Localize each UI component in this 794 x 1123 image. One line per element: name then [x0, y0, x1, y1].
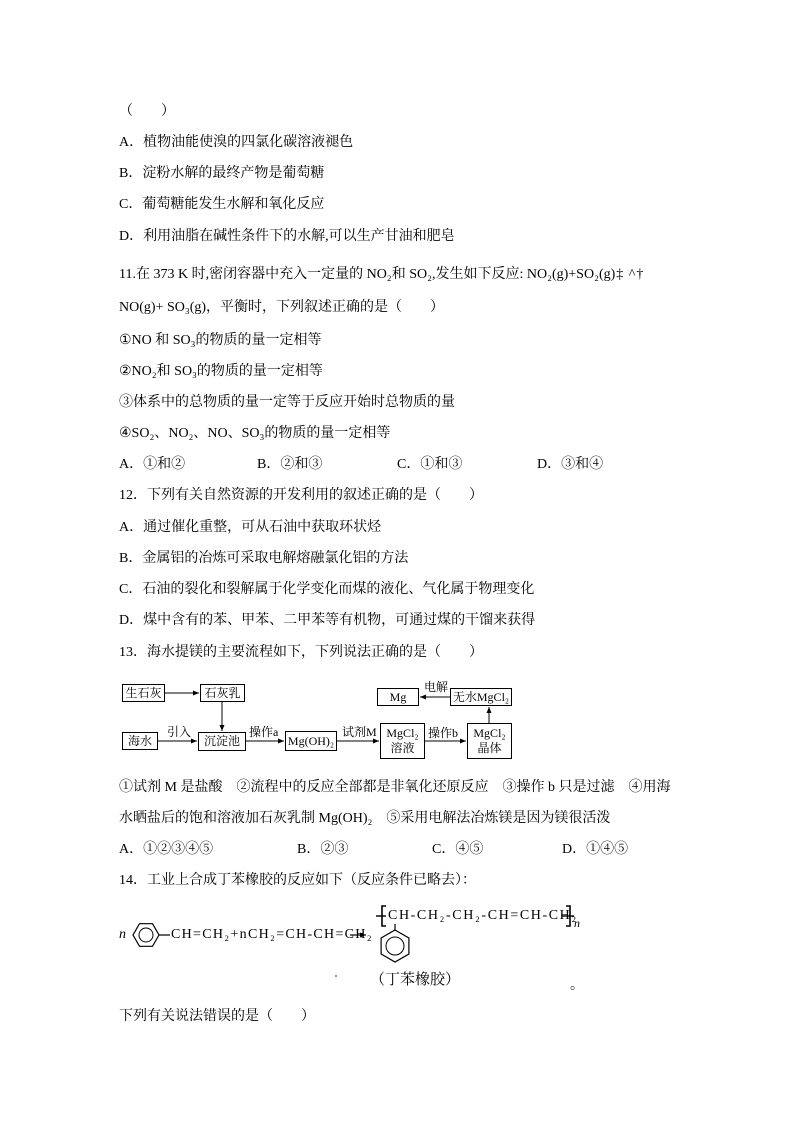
seawater-box [122, 732, 158, 750]
q13-option-d: D．①④⑤ [562, 842, 629, 857]
equilibrium-arrow-glyphs: ‡ ^† [616, 267, 645, 282]
quicklime-label: 生石灰 [125, 685, 162, 700]
q11-statement-3: ③体系中的总物质的量一定等于反应开始时总物质的量 [119, 395, 455, 410]
reactant-benzene-inner-circle [139, 928, 153, 942]
q11-statement-4: ④SO₂、NO₂、NO、SO₃的物质的量一定相等 [119, 426, 391, 441]
q13-statements-line2: 水晒盐后的饱和溶液加石灰乳制 Mg(OH)₂ ⑤采用电解法冶炼镁是因为镁很活泼 [119, 811, 611, 826]
q10-option-a: A．植物油能使溴的四氯化碳溶液褪色 [119, 135, 354, 150]
q11-stem-text: 11.在 373 K 时,密闭容器中充入一定量的 NO₂和 SO₂,发生如下反应: NO₂(g)+SO₂(g) [119, 267, 616, 282]
q13-option-b: B．②③ [297, 842, 349, 857]
q11-option-d: D．③和④ [537, 457, 604, 472]
anhydrous-mgcl2-box [450, 688, 512, 706]
mgcl2-crystal-formula: MgCl₂ [473, 726, 506, 740]
q12-option-c: C．石油的裂化和裂解属于化学变化而煤的液化、气化属于物理变化 [119, 582, 535, 597]
trailing-period: 。 [570, 978, 586, 993]
q13-option-c: C．④⑤ [432, 842, 484, 857]
q14-follow-up: 下列有关说法错误的是（ ） [119, 1009, 315, 1024]
magnesium-label: Mg [389, 689, 407, 704]
q11-stem-line2: NO(g)+ SO₃(g)，平衡时，下列叙述正确的是（ ） [119, 300, 445, 315]
product-repeat-unit: CH-CH₂-CH₂-CH=CH-CH₂ [388, 908, 578, 923]
q10-option-d: D．利用油脂在碱性条件下的水解,可以生产甘油和肥皂 [119, 229, 455, 244]
magnesium-box [377, 688, 419, 706]
q13-option-a: A．①②③④⑤ [119, 842, 214, 857]
product-name: （丁苯橡胶） [370, 972, 461, 988]
anhydrous-mgcl2-label: 无水MgCl₂ [452, 689, 510, 704]
reactant-formula: CH=CH₂+nCH₂=CH-CH=CH₂ [171, 927, 373, 942]
q12-option-a: A．通过催化重整，可从石油中获取环状烃 [119, 520, 382, 535]
mgcl2-crystal-box [467, 723, 512, 759]
mg-oh-2-label: Mg(OH)₂ [287, 733, 335, 748]
product-benzene-inner-circle [386, 937, 404, 955]
reactant-coefficient: n [119, 927, 128, 942]
product-benzene-ring [381, 930, 409, 962]
arrow-label-reagent-m: 试剂M [342, 725, 377, 739]
q11-option-c: C．①和③ [397, 457, 463, 472]
reactant-benzene-ring [133, 924, 159, 947]
mgcl2-solution-formula: MgCl₂ [386, 726, 419, 740]
seawater-label: 海水 [127, 733, 152, 748]
quicklime-box [122, 684, 165, 702]
arrow-label-operation-b: 操作b [428, 726, 459, 740]
q11-statement-1: ①NO 和 SO₃的物质的量一定相等 [119, 333, 322, 348]
q10-option-c: C．葡萄糖能发生水解和氧化反应 [119, 197, 325, 212]
arrow-label-introduce: 引入 [167, 725, 192, 739]
q11-option-b: B．②和③ [257, 457, 323, 472]
mgcl2-solution-state: 溶液 [390, 741, 415, 755]
mgcl2-solution-box [380, 723, 425, 759]
q10-option-b: B．淀粉水解的最终产物是葡萄糖 [119, 166, 325, 181]
arrow-label-operation-a: 操作a [249, 725, 279, 739]
q12-stem: 12．下列有关自然资源的开发利用的叙述正确的是（ ） [119, 488, 483, 503]
q14-stem: 14．工业上合成丁苯橡胶的反应如下（反应条件已略去）： [119, 873, 476, 888]
q12-option-b: B．金属铝的冶炼可采取电解熔融氯化铝的方法 [119, 551, 409, 566]
q13-statements-line1: ①试剂 M 是盐酸 ②流程中的反应全部都是非氧化还原反应 ③操作 b 只是过滤 ④用海 [119, 780, 671, 795]
settling-tank-label: 沉淀池 [203, 734, 240, 748]
scan-speck [335, 975, 337, 977]
q12-option-d: D．煤中含有的苯、甲苯、二甲苯等有机物，可通过煤的干馏来获得 [119, 613, 536, 628]
q11-option-a: A．①和② [119, 457, 186, 472]
mgcl2-crystal-state: 晶体 [477, 741, 502, 755]
q11-stem-line1 [119, 265, 644, 285]
lime-milk-label: 石灰乳 [204, 685, 241, 700]
q11-statement-2: ②NO₂和 SO₃的物质的量一定相等 [119, 364, 323, 379]
lime-milk-box [200, 684, 245, 702]
q13-stem: 13．海水提镁的主要流程如下，下列说法正确的是（ ） [119, 645, 483, 660]
styrene-butadiene-rubber-reaction [0, 900, 794, 995]
settling-tank-box [198, 732, 246, 751]
magnesium-extraction-flowchart [0, 675, 794, 770]
mg-oh-2-box [285, 731, 337, 751]
q10-answer-blank: （ ） [119, 104, 175, 119]
product-subscript-n: n [574, 916, 582, 930]
arrow-label-electrolysis: 电解 [424, 680, 449, 694]
